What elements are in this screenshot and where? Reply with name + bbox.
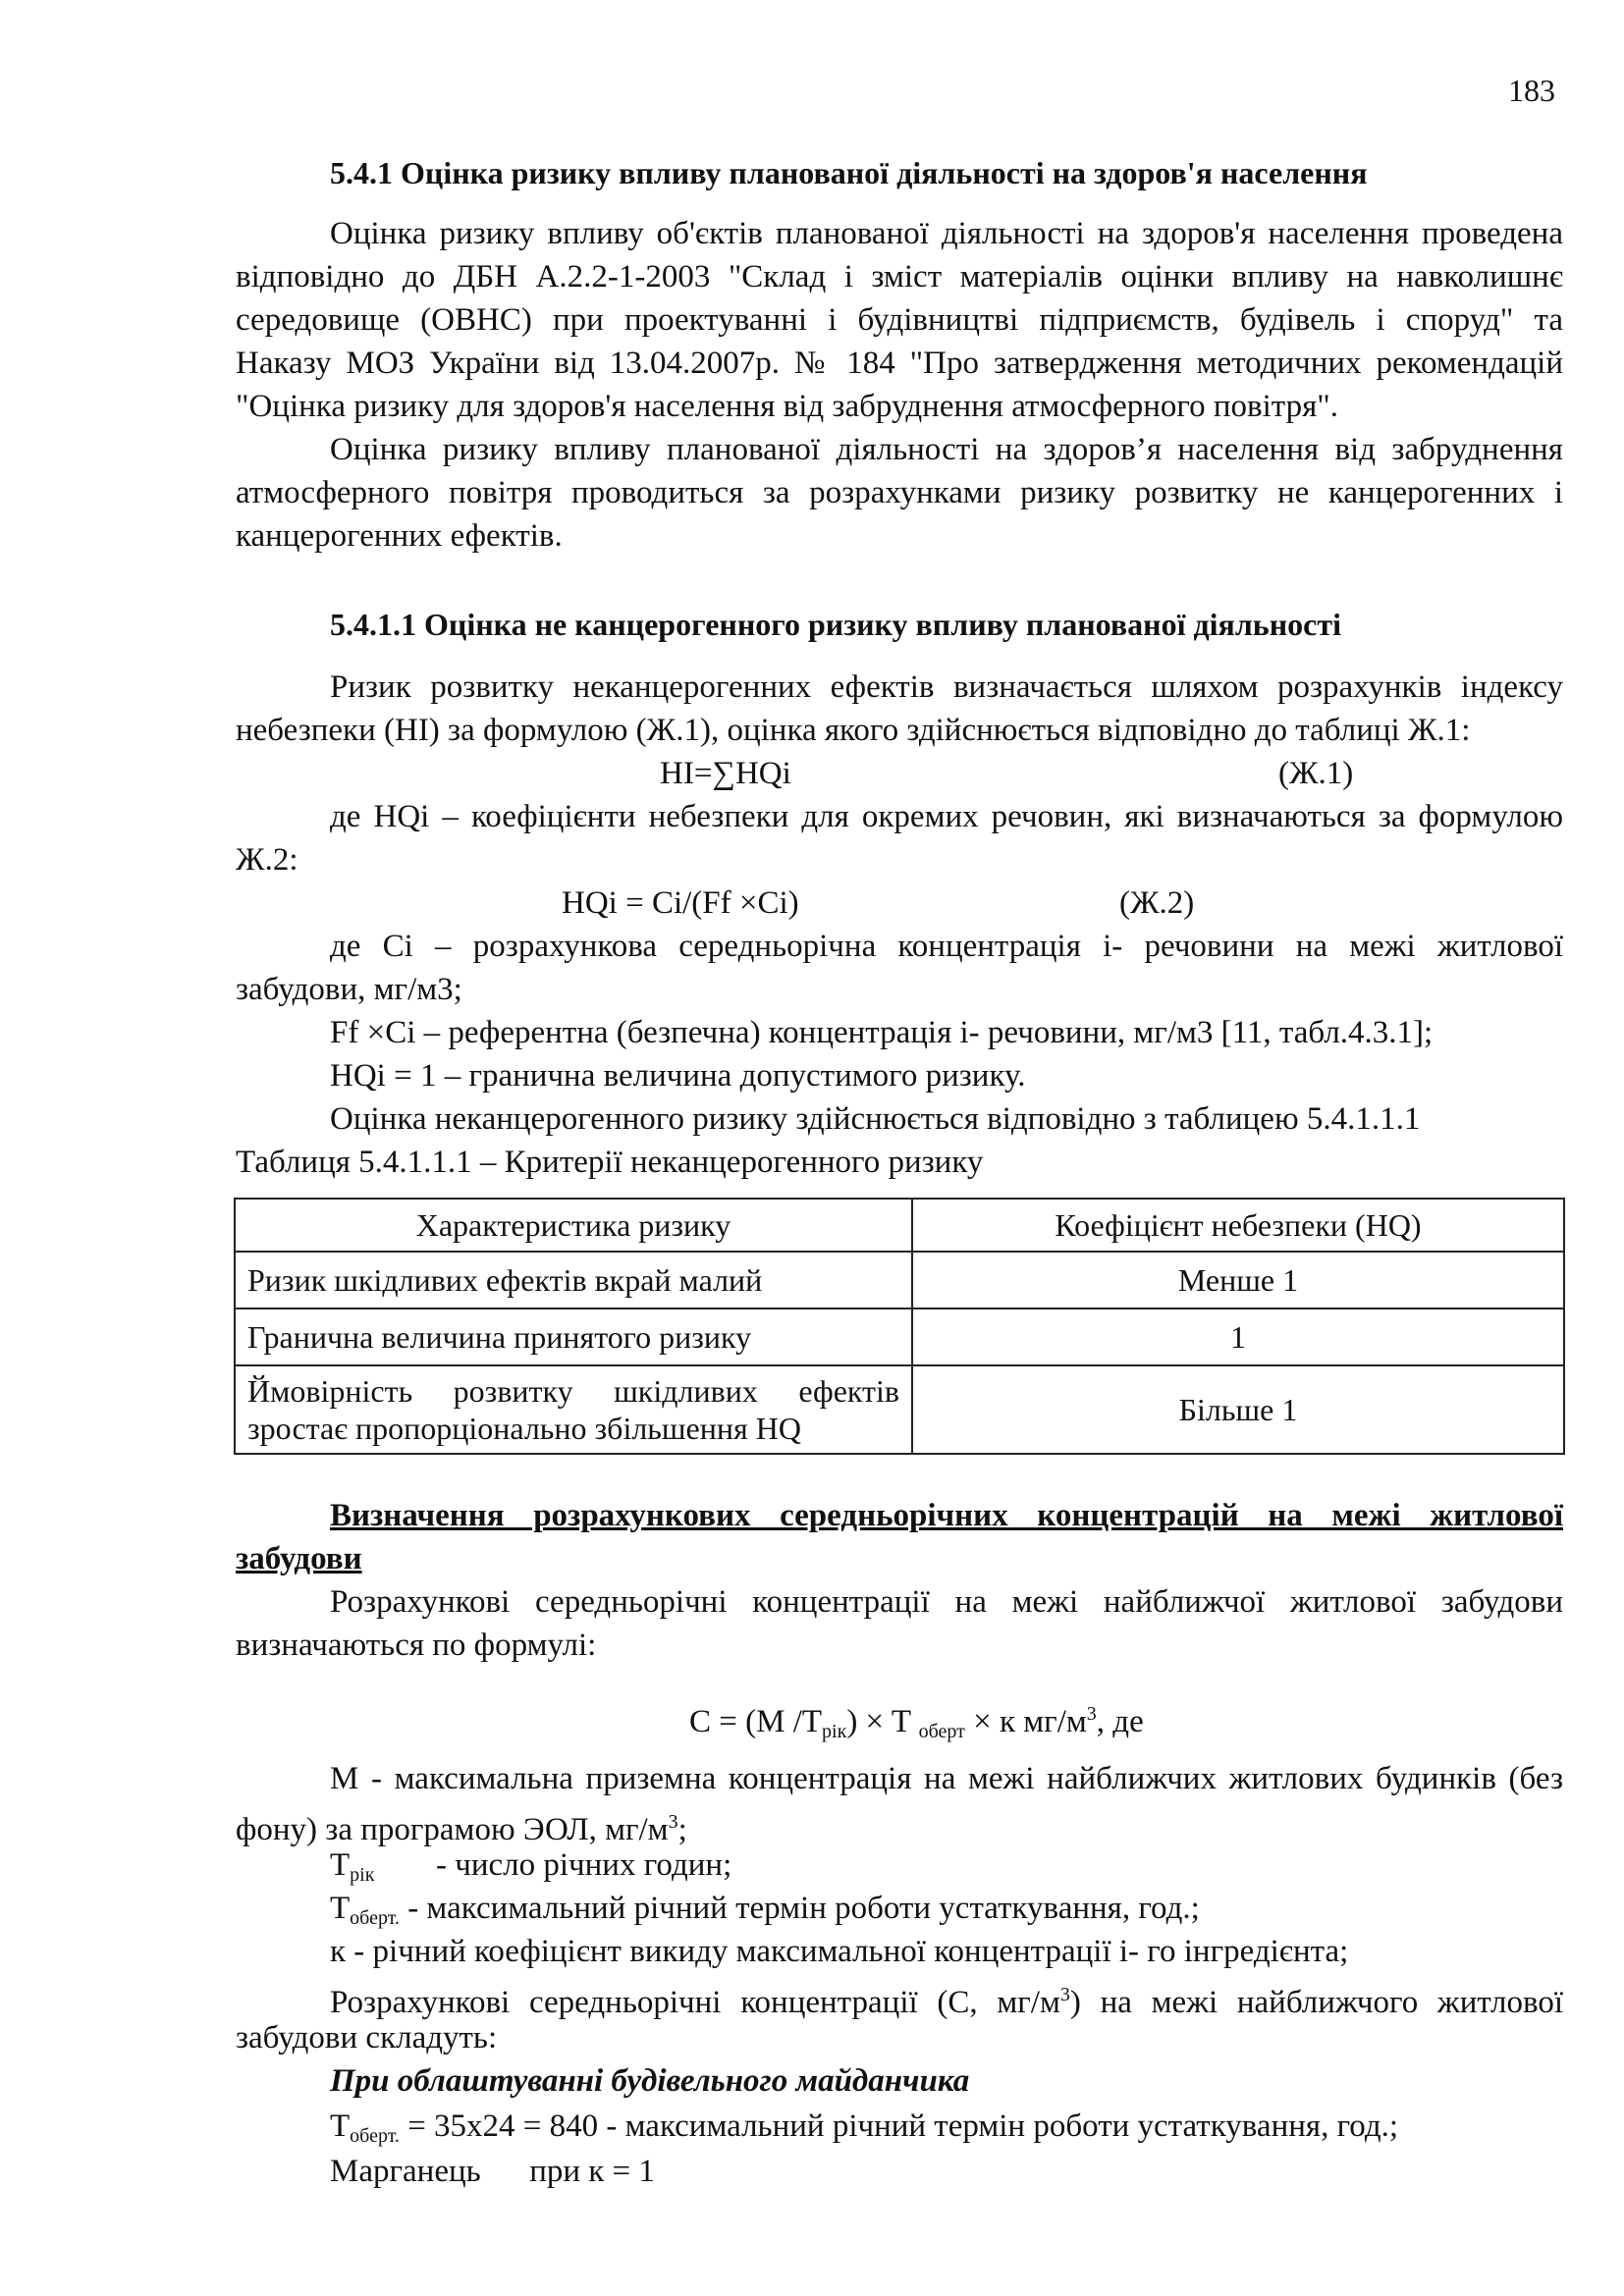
paragraph-line: Ж.2: [236,842,298,878]
page-number: 183 [1508,73,1555,108]
table-cell: 1 [912,1308,1564,1365]
definition-k: к - річний коефіцієнт викиду максимальної концентрації і- го інгредієнта; [330,1934,1349,1969]
table-row [235,1308,1564,1365]
table-header-cell: Коефіцієнт небезпеки (HQ) [912,1199,1564,1252]
paragraph-line: Наказу МОЗ України від 13.04.2007р. № 184 "Про затвердження методичних рекомендацій [236,346,1563,381]
paragraph-line: атмосферного повітря проводиться за розрахунками ризику розвитку не канцерогенних і [236,475,1563,510]
definition-t-oper: $T_{оберт.}$ - максимальний річний термін роботи устаткування, год.; [330,1891,1200,1929]
table-header-row [235,1199,1564,1252]
paragraph-line: канцерогенних ефектів. [236,518,563,554]
table-cell: Ризик шкідливих ефектів вкрай малий [235,1252,912,1308]
paragraph-line: Ризик розвитку неканцерогенних ефектів визначається шляхом розрахунків індексу [330,669,1563,705]
definition-t-year-text: - число річних годин; [436,1847,732,1883]
table-cell-line: зростає пропорціонально збільшення HQ [247,1411,801,1446]
formula-hqi: HQi = Ci/(Ff ×Ci) [562,885,799,921]
formula-hi: HI=∑HQi [660,756,791,791]
paragraph-line: де Ci – розрахункова середньорічна концентрація і- речовини на межі житлової [330,929,1563,964]
definition-ff: Ff ×Ci – референтна (безпечна) концентрація і- речовини, мг/м3 [11, табл.4.3.1]; [330,1015,1434,1050]
paragraph-line: визначаються по формулі: [236,1628,597,1663]
table-row [235,1365,1564,1454]
paragraph-line: Оцінка ризику впливу планованої діяльності на здоров’я населення від забруднення [330,432,1563,467]
table-cell: Більше 1 [912,1365,1564,1454]
definition-hq: HQi = 1 – гранична величина допустимого ризику. [330,1058,1026,1094]
section-heading-5-4-1: 5.4.1 Оцінка ризику впливу планованої діяльності на здоров'я населення [330,155,1368,190]
formula-number: (Ж.2) [1119,885,1195,921]
paragraph-line: небезпеки (HI) за формулою (Ж.1), оцінка якого здійснюється відповідно до таблиці Ж.1: [236,713,1471,748]
paragraph-line: "Оцінка ризику для здоров'я населення від забруднення атмосферного повітря". [236,389,1338,424]
section-heading-concentrations-cont: забудови [236,1541,362,1576]
paragraph-line: середовище (ОВНС) при проектуванні і будівництві підприємств, будівель і споруд" та [236,302,1563,338]
table-row [235,1252,1564,1308]
manganese-line: Марганець при к = 1 [330,2154,655,2189]
paragraph-line: Розрахункові середньорічні концентрації на межі найближчої житлової забудови [330,1584,1563,1620]
paragraph-line: де HQi – коефіцієнти небезпеки для окремих речовин, які визначаються за формулою [330,799,1563,834]
assessment-line: Оцінка неканцерогенного ризику здійснюється відповідно з таблицею 5.4.1.1.1 [330,1101,1421,1137]
paragraph-line: забудови, мг/м3; [236,972,462,1007]
table-caption: Таблиця 5.4.1.1.1 – Критерії неканцерогенного ризику [236,1145,984,1180]
section-heading-5-4-1-1: 5.4.1.1 Оцінка не канцерогенного ризику впливу планованої діяльності [330,607,1341,642]
table-cell: Гранична величина принятого ризику [235,1308,912,1365]
formula-c: C = (M $/T_{рік}) \times T$ $_{оберт}$ × к $мг/м^3$, де [689,1703,1144,1742]
paragraph-line: Розрахункові середньорічні концентрації (C, $мг/м^3$) на межі найближчого житлової [330,1984,1563,2020]
subheading-construction-site: При облаштуванні будівельного майданчика [330,2063,970,2099]
paragraph-line: Оцінка ризику впливу об'єктів планованої діяльності на здоров'я населення проведена [330,216,1563,251]
definition-t-year: $T_{рік}$ [330,1847,375,1886]
table-cell: Менше 1 [912,1252,1564,1308]
risk-criteria-table [234,1198,1565,1455]
table-header-cell: Характеристика ризику [235,1199,912,1252]
table-cell [235,1365,912,1454]
table-cell-line: Ймовірність розвитку шкідливих ефектів [247,1373,899,1409]
paragraph-line: відповідно до ДБН А.2.2-1-2003 "Склад і зміст матеріалів оцінки впливу на навколишнє [236,259,1563,294]
calc-t-oper: $T_{оберт.} = 35х24 = 840$ - максимальний річний термін роботи устаткування, год.; [330,2109,1399,2147]
definition-m-cont: фону) за програмою ЭОЛ, $мг/м^3$; [236,1811,687,1847]
definition-m: M - максимальна приземна концентрація на межі найближчих житлових будинків (без [330,1761,1563,1796]
paragraph-line: забудови складуть: [236,2020,498,2056]
formula-number: (Ж.1) [1278,756,1354,791]
section-heading-concentrations: Визначення розрахункових середньорічних концентрацій на межі житлової [330,1498,1563,1533]
